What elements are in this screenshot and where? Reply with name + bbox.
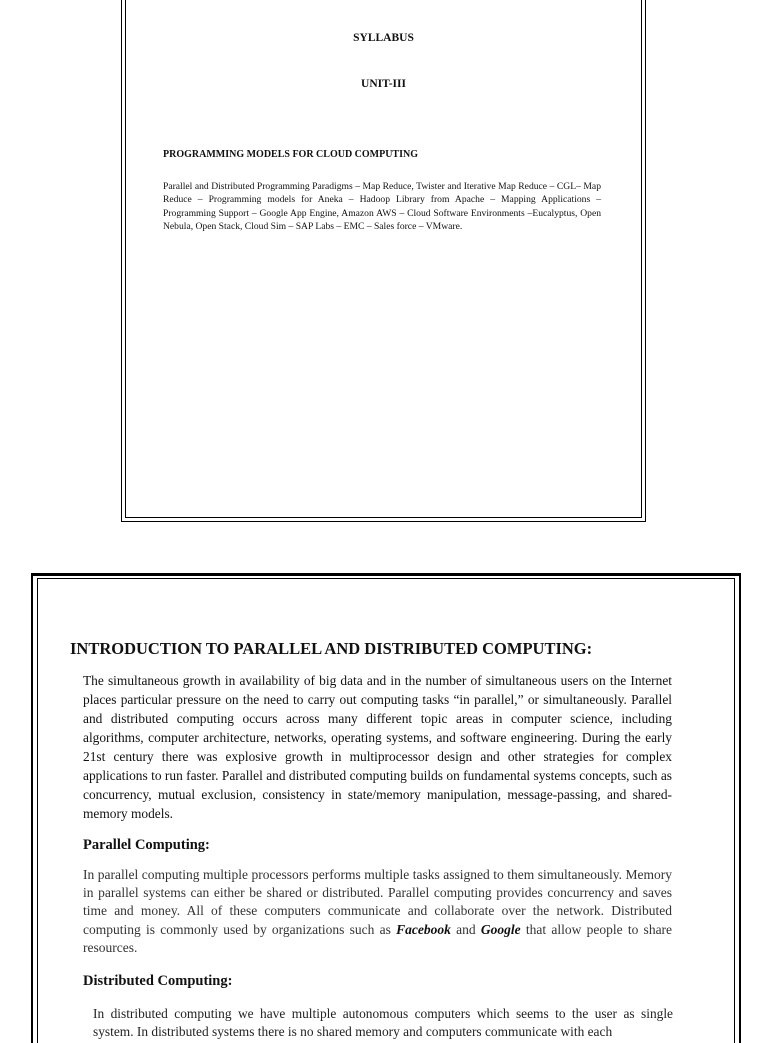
parallel-computing-paragraph bbox=[83, 866, 672, 957]
unit-title: UNIT-III bbox=[361, 78, 406, 90]
syllabus-page-inner-border bbox=[125, 0, 642, 518]
parallel-computing-heading: Parallel Computing: bbox=[83, 837, 210, 853]
introduction-paragraph: The simultaneous growth in availability of big data and in the number of simultaneous users on the Internet places particular pressure on the need to carry out computing tasks “in parallel,” or simultaneously. Parallel and distributed computing occurs across many different topic areas in computer science, including algorithms, computer architecture, networks, operating systems, and software engineering. During the early 21st century there was explosive growth in multiprocessor design and other strategies for complex applications to run faster. Parallel and distributed computing builds on fundamental systems concepts, such as concurrency, mutual exclusion, consistency in state/memory manipulation, message-passing, and shared-memory models. bbox=[83, 673, 672, 821]
parallel-computing-tail: that allow people to share resources. bbox=[83, 921, 673, 955]
syllabus-body: Parallel and Distributed Programming Paradigms – Map Reduce, Twister and Iterative Map Reduce – CGL– Map Reduce – Programming models for Aneka – Hadoop Library from Apache – Mapping Applications – Programming Support – Google App Engine, Amazon AWS – Cloud Software Environments –Eucalyptus, Open Nebula, Open Stack, Cloud Sim – SAP Labs – EMC – Sales force – VMware. bbox=[163, 181, 601, 233]
distributed-computing-paragraph: In distributed computing we have multiple autonomous computers which seems to the user as single system. In distributed systems there is no shared memory and computers communicate with each bbox=[93, 1006, 673, 1039]
facebook-brand: Facebook bbox=[396, 921, 451, 937]
parallel-computing-text: In parallel computing multiple processors performs multiple tasks assigned to them simultaneously. Memory in parallel systems can either be shared or distributed. Parallel computing provides concurrency and saves time and money. All of these computers communicate and collaborate over the network. Distributed computing is commonly used by organizations such as bbox=[83, 867, 672, 937]
google-brand: Google bbox=[480, 921, 521, 937]
syllabus-title: SYLLABUS bbox=[353, 32, 414, 44]
introduction-heading: INTRODUCTION TO PARALLEL AND DISTRIBUTED COMPUTING: bbox=[70, 639, 593, 658]
introduction-page bbox=[31, 573, 741, 1043]
introduction-page-inner-border bbox=[37, 578, 735, 1043]
syllabus-page bbox=[121, 0, 646, 522]
and-word: and bbox=[456, 921, 476, 937]
distributed-computing-heading: Distributed Computing: bbox=[83, 973, 233, 989]
syllabus-heading: PROGRAMMING MODELS FOR CLOUD COMPUTING bbox=[163, 149, 418, 160]
